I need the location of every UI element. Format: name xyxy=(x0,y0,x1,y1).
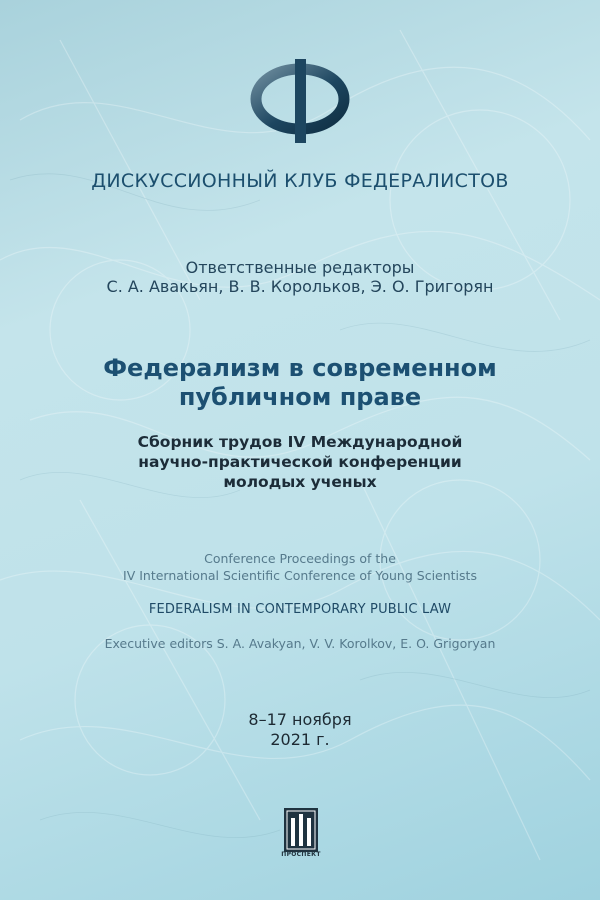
book-subtitle xyxy=(0,432,600,492)
editors-names: С. А. Авакьян, В. В. Корольков, Э. О. Григорян xyxy=(106,277,494,296)
club-name: ДИСКУССИОННЫЙ КЛУБ ФЕДЕРАЛИСТОВ xyxy=(91,170,509,192)
english-title: FEDERALISM IN CONTEMPORARY PUBLIC LAW xyxy=(148,602,452,617)
book-subtitle-line-2: научно-практической конференции xyxy=(138,453,462,471)
english-proceedings-line-1: Conference Proceedings of the xyxy=(204,551,396,566)
book-title-line-2: публичном праве xyxy=(178,383,422,411)
conference-dates: 8–17 ноября xyxy=(248,710,352,729)
editors-heading: Ответственные редакторы xyxy=(185,258,415,277)
prospekt-building-icon xyxy=(284,808,318,852)
book-title-line-1: Федерализм в современном xyxy=(103,354,497,382)
english-proceedings-line-2: IV International Scientific Conference of Young Scientists xyxy=(123,568,477,583)
publisher-name: ПРОСПЕКТ xyxy=(281,851,321,858)
book-title xyxy=(0,354,600,412)
conference-year: 2021 г. xyxy=(270,730,330,749)
english-editors: Executive editors S. A. Avakyan, V. V. Korolkov, E. O. Grigoryan xyxy=(104,636,496,651)
book-subtitle-line-1: Сборник трудов IV Международной xyxy=(137,433,463,451)
book-subtitle-line-3: молодых ученых xyxy=(223,473,377,491)
phi-monogram-icon xyxy=(250,55,350,145)
